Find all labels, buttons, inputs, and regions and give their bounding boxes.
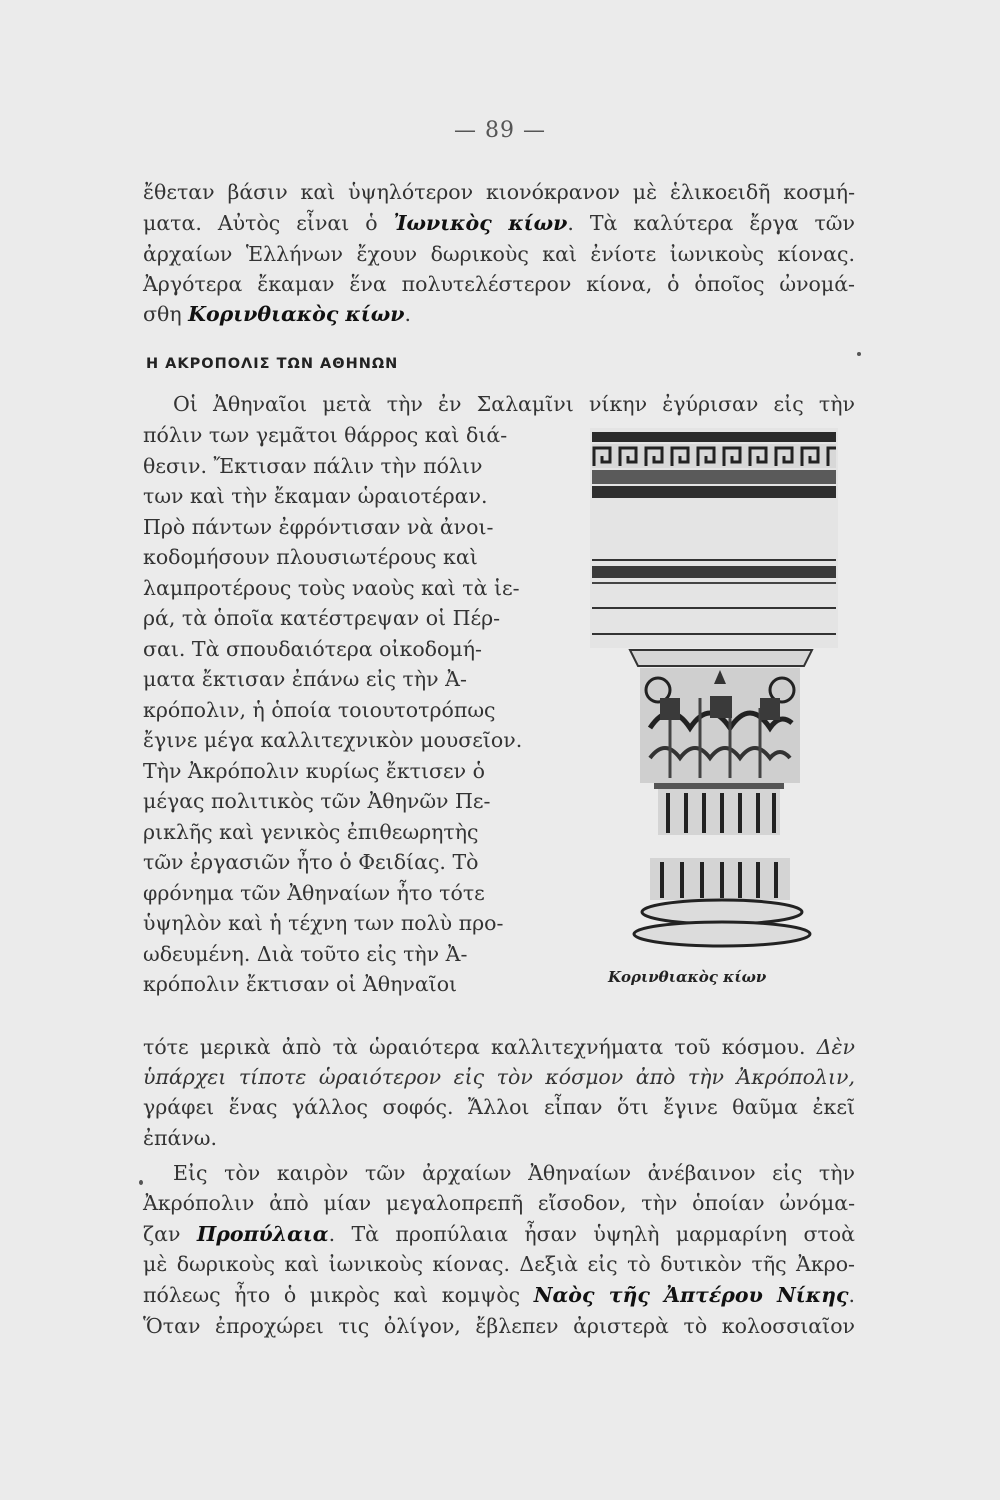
text-line: κρόπολιν, ἡ ὁποία τοιουτοτρόπως — [143, 697, 496, 722]
text-line: ρικλῆς καὶ γενικὸς ἐπιθεωρητὴς — [143, 819, 479, 844]
text-span: . Τὰ καλύτερα ἔργα τῶν — [567, 211, 855, 235]
term-temple-of-athena-nike: Ναὸς τῆς Ἀπτέρου Νίκης — [533, 1283, 849, 1307]
quote-italic: Δὲν — [816, 1035, 855, 1059]
text-span: Ἀργότερα ἔκαμαν ἕνα πολυτελέστερον κίονα, ὁ ὁποῖος ὠνομά- — [143, 272, 855, 296]
print-speck — [857, 352, 861, 356]
text-line: Τὴν Ἀκρόπολιν κυρίως ἔκτισεν ὁ — [143, 758, 485, 783]
text-span: ἔθεταν βάσιν καὶ ὑψηλότερον κιονόκρανον μὲ ἑλικοειδῆ κοσμή- — [143, 180, 855, 204]
abacus — [630, 650, 812, 666]
column-base — [634, 900, 810, 946]
text-line: κοδομήσουν πλουσιωτέρους καὶ — [143, 545, 478, 569]
page-number: — 89 — — [454, 118, 546, 143]
text-line: ὑψηλὸν καὶ ἡ τέχνη των πολὺ προ- — [143, 911, 504, 935]
text-span: σθη — [143, 302, 189, 326]
corinthian-column-figure — [590, 428, 852, 963]
text-line: τῶν ἐργασιῶν ἦτο ὁ Φειδίας. Τὸ — [143, 850, 479, 874]
text-line — [143, 270, 855, 298]
text-line: ματα ἔκτισαν ἐπάνω εἰς τὴν Ἀ- — [143, 667, 467, 691]
text-line: κρόπολιν ἔκτισαν οἱ Ἀθηναῖοι — [143, 972, 458, 996]
text-line: ἔγινε μέγα καλλιτεχνικὸν μουσεῖον. — [143, 728, 523, 752]
text-line — [143, 300, 411, 328]
text-line: λαμπροτέρους τοὺς ναοὺς καὶ τὰ ἱε- — [143, 575, 520, 600]
text-line: ρά, τὰ ὁποῖα κατέστρεψαν οἱ Πέρ- — [143, 606, 501, 630]
text-span: ἀρχαίων Ἑλλήνων ἔχουν δωρικοὺς καὶ ἐνίοτε ἰωνικοὺς κίονας. — [143, 242, 855, 266]
text-span: . — [404, 302, 411, 326]
text-line: Οἱ Ἀθηναῖοι μετὰ τὴν ἐν Σαλαμῖνι νίκην ἐγύρισαν εἰς τὴν — [173, 392, 855, 416]
text-line: Πρὸ πάντων ἐφρόντισαν νὰ ἀνοι- — [143, 514, 494, 539]
term-corinthian-column: Κορινθιακὸς κίων — [188, 302, 405, 326]
text-span: ζαν — [143, 1222, 197, 1246]
text-line — [143, 1220, 855, 1248]
term-propylaea: Προπύλαια — [196, 1222, 329, 1246]
column-illustration — [590, 428, 852, 963]
text-line: Ἀκρόπολιν ἀπὸ μίαν μεγαλοπρεπῆ εἴσοδον, τὴν ὁποίαν ὠνόμα- — [143, 1191, 855, 1215]
text-span: . — [848, 1283, 855, 1307]
section-heading: Η ΑΚΡΟΠΟΛΙΣ ΤΩΝ ΑΘΗΝΩΝ — [146, 356, 399, 372]
text-span: πόλεως ἦτο ὁ μικρὸς καὶ κομψὸς — [143, 1283, 534, 1307]
text-line: των καὶ τὴν ἔκαμαν ὡραιοτέραν. — [143, 484, 488, 508]
capital-acanthus — [640, 668, 800, 783]
figure-caption: Κορινθιακὸς κίων — [608, 968, 767, 986]
text-line — [143, 178, 855, 206]
text-line — [143, 1033, 855, 1061]
text-line: μὲ δωρικοὺς καὶ ἰωνικοὺς κίονας. Δεξιὰ εἰς τὸ δυτικὸν τῆς Ἀκρο- — [143, 1252, 855, 1276]
meander-pattern — [592, 444, 836, 468]
text-span: . Τὰ προπύλαια ἦσαν ὑψηλὴ μαρμαρίνη στοὰ — [328, 1222, 855, 1246]
egg-and-dart-band — [592, 470, 836, 484]
text-line — [143, 1281, 855, 1309]
text-line — [143, 209, 855, 237]
text-line: μέγας πολιτικὸς τῶν Ἀθηνῶν Πε- — [143, 789, 491, 813]
frieze-band — [592, 432, 836, 442]
text-span: ματα. Αὐτὸς εἶναι ὁ — [143, 211, 394, 235]
text-line: γράφει ἕνας γάλλος σοφός. Ἄλλοι εἶπαν ὅτι ἔγινε θαῦμα ἐκεῖ — [143, 1095, 855, 1119]
term-ionic-column: Ἰωνικὸς κίων — [393, 211, 568, 235]
text-line: ωδευμένη. Διὰ τοῦτο εἰς τὴν Ἀ- — [143, 941, 468, 966]
text-line: θεσιν. Ἔκτισαν πάλιν τὴν πόλιν — [143, 453, 483, 478]
text-line: ἐπάνω. — [143, 1126, 218, 1150]
text-line: Ὅταν ἐπροχώρει τις ὀλίγον, ἔβλεπεν ἀριστερὰ τὸ κολοσσιαῖον — [143, 1314, 855, 1338]
quote-line: ὑπάρχει τίποτε ὡραιότερον εἰς τὸν κόσμον ἀπὸ τὴν Ἀκρόπολιν, — [143, 1065, 855, 1089]
text-span: τότε μερικὰ ἀπὸ τὰ ὡραιότερα καλλιτεχνήματα τοῦ κόσμου. — [143, 1035, 817, 1059]
text-line: φρόνημα τῶν Ἀθηναίων ἦτο τότε — [143, 880, 485, 905]
dentil-band — [592, 486, 836, 498]
astragal — [654, 783, 784, 789]
text-line — [143, 240, 855, 268]
column-shaft — [650, 789, 790, 900]
text-line: Εἰς τὸν καιρὸν τῶν ἀρχαίων Ἀθηναίων ἀνέβαινον εἰς τὴν — [173, 1161, 855, 1185]
text-line: πόλιν των γεμᾶτοι θάρρος καὶ διά- — [143, 423, 508, 447]
text-line: σαι. Τὰ σπουδαιότερα οἰκοδομή- — [143, 636, 482, 661]
